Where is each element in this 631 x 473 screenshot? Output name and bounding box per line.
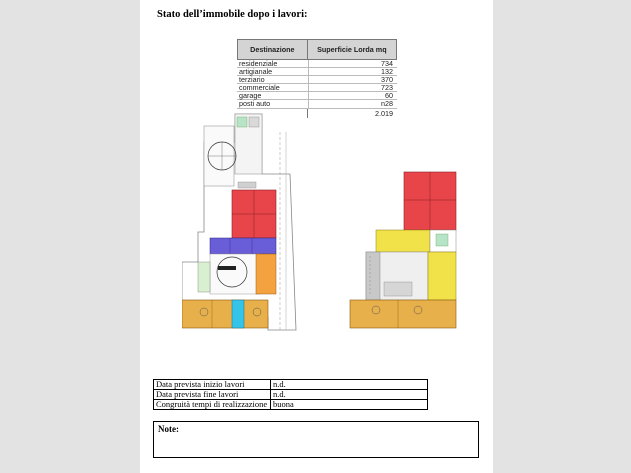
schedule-value: buona xyxy=(271,400,428,410)
surface-col-header: Superficie Lorda mq xyxy=(307,40,396,59)
destination-value: 370 xyxy=(308,76,397,83)
ground-floor-block xyxy=(182,300,268,328)
schedule-label: Data prevista fine lavori xyxy=(154,390,271,400)
schedule-value: n.d. xyxy=(271,380,428,390)
destination-name: residenziale xyxy=(239,59,278,68)
destination-value: 132 xyxy=(308,68,397,75)
commercial-block xyxy=(256,254,276,294)
destination-value: 723 xyxy=(308,84,397,91)
destination-name: garage xyxy=(239,91,262,101)
destination-value: n28 xyxy=(308,100,397,107)
schedule-table xyxy=(153,379,428,410)
tertiary-block xyxy=(376,230,430,252)
destination-table-header xyxy=(237,39,397,60)
table-row xyxy=(154,390,428,400)
floor-plan-left xyxy=(182,112,312,332)
ground-floor-block xyxy=(350,300,456,328)
destination-table xyxy=(237,39,397,118)
destination-name: artigianale xyxy=(239,67,273,77)
schedule-value: n.d. xyxy=(271,390,428,400)
destination-value: 734 xyxy=(308,60,397,67)
destination-value: 60 xyxy=(308,92,397,99)
table-row xyxy=(154,400,428,410)
schedule-label: Congruità tempi di realizzazione xyxy=(154,400,271,410)
schedule-label: Data prevista inizio lavori xyxy=(154,380,271,390)
floor-plan-right xyxy=(348,170,458,332)
table-row xyxy=(154,380,428,390)
destination-name: terziario xyxy=(239,75,265,85)
artisanal-block xyxy=(210,238,276,254)
notes-box xyxy=(153,421,479,458)
tertiary-block xyxy=(428,252,456,300)
destination-name: posti auto xyxy=(239,99,271,109)
table-row xyxy=(237,100,397,108)
section-heading: Stato dell’immobile dopo i lavori: xyxy=(157,9,308,20)
notes-label: Note: xyxy=(158,424,179,434)
destination-col-header: Destinazione xyxy=(250,44,295,54)
document-page xyxy=(140,0,493,473)
total-value: 2.019 xyxy=(307,109,397,118)
table-row xyxy=(237,84,397,92)
destination-name: commerciale xyxy=(239,83,280,93)
